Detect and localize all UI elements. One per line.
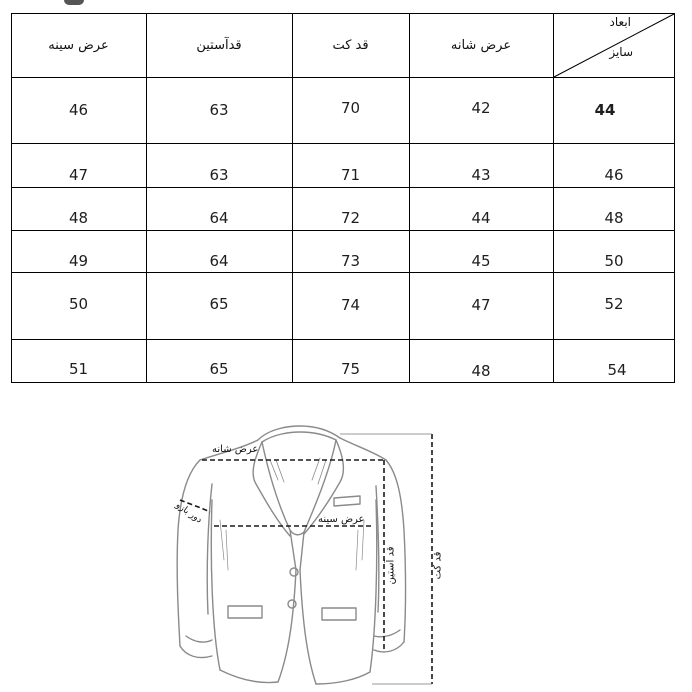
cell-size: 50 <box>604 252 624 270</box>
jacket-sketch <box>150 400 460 692</box>
cell-shoulder: 42 <box>471 99 491 117</box>
cell-shoulder: 48 <box>471 362 491 380</box>
cell-size: 48 <box>604 209 624 227</box>
cell-sleeve: 65 <box>209 295 229 313</box>
cell-size: 44 <box>594 101 616 119</box>
arm-circumference-label: دور بازو <box>173 500 204 526</box>
cell-sleeve: 63 <box>209 101 229 119</box>
cell-jacket-length: 73 <box>340 252 361 270</box>
cell-size: 46 <box>604 166 624 184</box>
cell-sleeve: 64 <box>209 252 229 270</box>
row-divider <box>11 143 675 144</box>
cell-shoulder: 43 <box>471 166 491 184</box>
cell-size: 52 <box>604 295 624 313</box>
cell-shoulder: 47 <box>471 296 491 314</box>
size-chart-table <box>11 13 675 383</box>
header-jacket-length: قد کت <box>332 37 369 53</box>
cell-sleeve: 63 <box>209 166 229 184</box>
cell-shoulder: 45 <box>471 252 491 270</box>
sleeve-length-label: قد آستین <box>385 546 397 585</box>
header-dimensions: ابعاد <box>609 15 631 29</box>
cell-chest: 47 <box>68 166 89 184</box>
jacket-length-label: قد کت <box>432 551 444 580</box>
cell-shoulder: 44 <box>471 209 491 227</box>
header-sleeve-length: قدآستین <box>196 37 242 53</box>
cell-chest: 48 <box>68 209 89 227</box>
cell-chest: 50 <box>68 295 89 313</box>
cell-jacket-length: 72 <box>340 209 361 227</box>
cell-jacket-length: 70 <box>340 99 361 117</box>
header-chest-width: عرض سینه <box>48 37 109 53</box>
cell-jacket-length: 71 <box>340 166 361 184</box>
cell-chest: 51 <box>68 360 89 378</box>
cell-jacket-length: 74 <box>340 296 361 314</box>
chest-width-label: عرض سینه <box>318 514 365 525</box>
header-shoulder-width: عرض شانه <box>450 37 512 53</box>
cell-size: 54 <box>607 361 627 379</box>
cell-chest: 46 <box>68 101 89 119</box>
cell-jacket-length: 75 <box>340 360 361 378</box>
cell-sleeve: 65 <box>209 360 229 378</box>
shoulder-width-label: عرض شانه <box>212 444 259 455</box>
header-size: سایز <box>609 45 633 59</box>
row-divider <box>11 339 675 340</box>
top-edge-mark <box>64 0 84 5</box>
cell-sleeve: 64 <box>209 209 229 227</box>
jacket-measurement-illustration <box>150 400 460 692</box>
cell-chest: 49 <box>68 252 89 270</box>
